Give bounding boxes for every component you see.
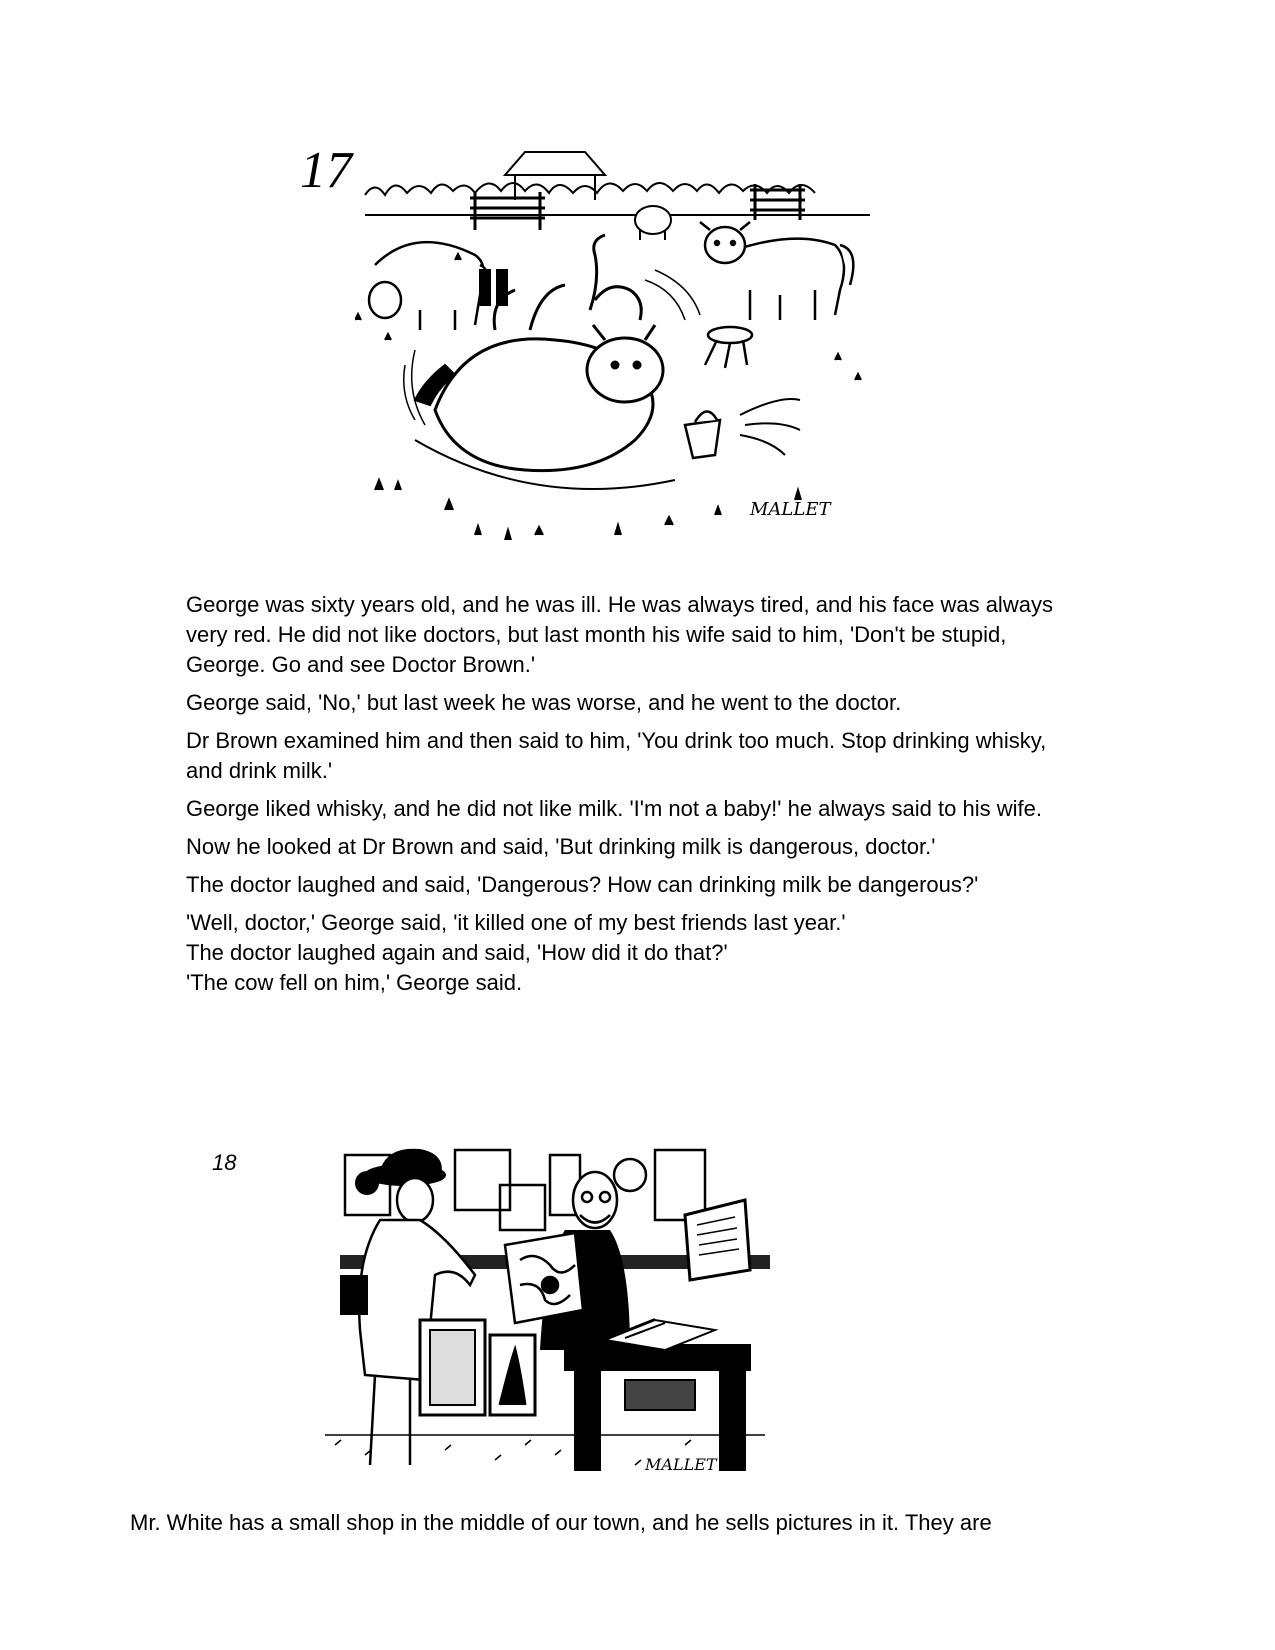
paragraph: 'Well, doctor,' George said, 'it killed one of my best friends last year.': [186, 910, 846, 935]
paragraph: The doctor laughed and said, 'Dangerous? How can drinking milk be dangerous?': [186, 872, 979, 897]
story-17-text: [186, 590, 1086, 998]
paragraph: Dr Brown examined him and then said to him, 'You drink too much. Stop drinking whisky, and drink milk.': [186, 728, 1047, 783]
story-18-illustration: [325, 1145, 770, 1485]
story-17-number: 17: [300, 142, 352, 199]
paragraph: George said, 'No,' but last week he was worse, and he went to the doctor.: [186, 690, 902, 715]
paragraph: Now he looked at Dr Brown and said, 'But drinking milk is dangerous, doctor.': [186, 834, 936, 859]
story-18-signature: MALLET: [645, 1455, 717, 1474]
paragraph: The doctor laughed again and said, 'How did it do that?': [186, 940, 728, 965]
story-17-signature: MALLET: [750, 499, 831, 520]
paragraph: George was sixty years old, and he was ill. He was always tired, and his face was always very red. He did not like doctors, but last month his wife said to him, 'Don't be stupid, George. Go and see Doctor Brown.': [186, 592, 1053, 677]
story-18-number: 18: [212, 1150, 237, 1175]
story-17-illustration: [355, 140, 880, 555]
paragraph: George liked whisky, and he did not like milk. 'I'm not a baby!' he always said to his wife.: [186, 796, 1042, 821]
paragraph: 'The cow fell on him,' George said.: [186, 970, 523, 995]
story-18-text: Mr. White has a small shop in the middle of our town, and he sells pictures in it. They are: [130, 1510, 992, 1535]
